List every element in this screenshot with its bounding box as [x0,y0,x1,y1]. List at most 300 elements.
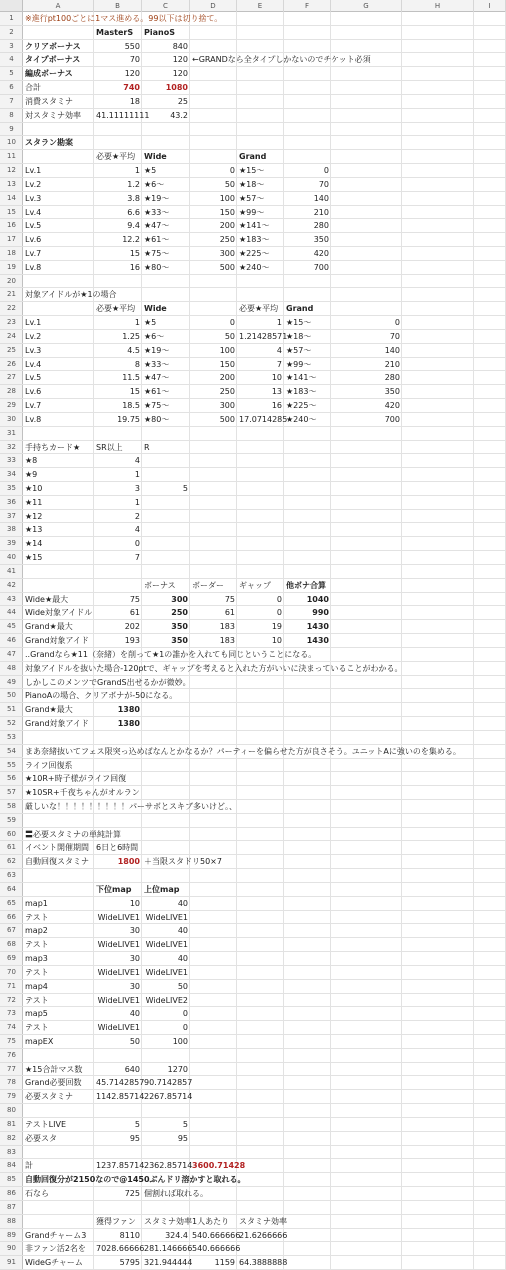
row-header-80[interactable]: 80 [0,1104,23,1118]
cell-a70[interactable]: テスト [25,967,49,977]
row-header-41[interactable]: 41 [0,565,23,579]
cell-b78[interactable]: 45.7142857 [96,1078,145,1088]
cell-a66[interactable]: テスト [25,912,49,922]
cell-e88[interactable]: スタミナ効率 [239,1216,287,1226]
cell-a36[interactable]: ★11 [25,497,43,507]
row-header-64[interactable]: 64 [0,883,23,897]
cell-d28[interactable]: 250 [219,387,235,397]
cell-b69[interactable]: 30 [129,954,140,964]
cell-c14[interactable]: ★19〜 [144,193,170,203]
row-header-68[interactable]: 68 [0,938,23,952]
cell-b30[interactable]: 19.75 [117,414,140,424]
row-header-75[interactable]: 75 [0,1035,23,1049]
row-header-83[interactable]: 83 [0,1146,23,1160]
row-header-76[interactable]: 76 [0,1049,23,1063]
row-header-10[interactable]: 10 [0,136,23,150]
row-header-8[interactable]: 8 [0,109,23,123]
row-header-72[interactable]: 72 [0,994,23,1008]
cell-c72[interactable]: WideLIVE2 [145,995,188,1005]
row-header-9[interactable]: 9 [0,123,23,137]
cell-a60[interactable]: 〓必要スタミナの単純計算 [25,829,121,839]
cell-a34[interactable]: ★9 [25,470,38,480]
row-header-56[interactable]: 56 [0,772,23,786]
cell-b89[interactable]: 8110 [119,1230,140,1240]
cell-e12[interactable]: ★15〜 [239,166,265,176]
cell-c23[interactable]: ★5 [144,318,157,328]
row-header-43[interactable]: 43 [0,593,23,607]
cell-f27[interactable]: ★141〜 [286,373,317,383]
cell-b84[interactable]: 1237.85714 [96,1161,145,1171]
row-header-37[interactable]: 37 [0,510,23,524]
cell-c35[interactable]: 5 [182,484,188,494]
cell-g27[interactable]: 280 [384,373,400,383]
row-header-82[interactable]: 82 [0,1132,23,1146]
row-header-16[interactable]: 16 [0,219,23,233]
cell-b81[interactable]: 5 [134,1119,140,1129]
cell-c69[interactable]: 40 [177,954,188,964]
row-header-90[interactable]: 90 [0,1242,23,1256]
row-header-79[interactable]: 79 [0,1090,23,1104]
cell-a79[interactable]: 必要スタミナ [25,1092,73,1102]
cell-a40[interactable]: ★15 [25,553,43,563]
cell-c91[interactable]: 321.944444 [144,1258,193,1268]
row-header-49[interactable]: 49 [0,676,23,690]
cell-f18[interactable]: 420 [313,249,329,258]
cell-c27[interactable]: ★47〜 [144,373,170,383]
cell-c45[interactable]: 350 [171,622,188,632]
cell-a30[interactable]: Lv.8 [25,414,42,424]
cell-a73[interactable]: map5 [25,1009,48,1019]
row-header-52[interactable]: 52 [0,717,23,731]
cell-b35[interactable]: 3 [134,484,140,494]
cell-b62[interactable]: 1800 [117,857,140,867]
cell-a52[interactable]: Grand対象アイド [25,719,89,729]
cell-b91[interactable]: 5795 [119,1258,140,1268]
cell-c7[interactable]: 25 [177,96,188,106]
cell-b46[interactable]: 193 [124,636,140,646]
cell-a13[interactable]: Lv.2 [25,179,42,189]
row-header-74[interactable]: 74 [0,1021,23,1035]
cell-c16[interactable]: ★47〜 [144,221,170,231]
cell-b7[interactable]: 18 [129,96,140,106]
cell-c8[interactable]: 43.2 [170,110,188,120]
cell-d46[interactable]: 183 [219,636,235,646]
cell-c22[interactable]: Wide [144,304,167,314]
cell-a55[interactable]: ライフ回復系 [25,760,73,770]
cell-f19[interactable]: 700 [313,262,329,272]
cell-c19[interactable]: ★80〜 [144,262,170,272]
row-header-23[interactable]: 23 [0,316,23,330]
column-header-g[interactable]: G [331,0,402,12]
cell-c2[interactable]: PianoS [144,27,175,37]
column-header-a[interactable]: A [23,0,94,12]
row-header-60[interactable]: 60 [0,828,23,842]
cell-b75[interactable]: 50 [129,1036,140,1046]
cell-b23[interactable]: 1 [134,318,140,328]
cell-g23[interactable]: 0 [394,318,400,328]
row-header-61[interactable]: 61 [0,841,23,855]
cell-c71[interactable]: 50 [177,981,188,991]
cell-e30[interactable]: 17.0714285 [239,414,288,424]
cell-e14[interactable]: ★57〜 [239,193,265,203]
row-header-88[interactable]: 88 [0,1215,23,1229]
cell-c82[interactable]: 95 [177,1133,188,1143]
cell-b90[interactable]: 7028.66666 [96,1244,145,1254]
cell-e27[interactable]: 10 [271,373,282,383]
row-header-54[interactable]: 54 [0,745,23,759]
cell-c13[interactable]: ★6〜 [144,179,165,189]
cell-c62[interactable]: ＋当限スタドリ50×7 [144,857,222,867]
cell-a78[interactable]: Grand必要回数 [25,1078,82,1088]
cell-b29[interactable]: 18.5 [122,401,140,411]
row-header-3[interactable]: 3 [0,40,23,54]
cell-d13[interactable]: 50 [224,179,235,189]
cell-d89[interactable]: 540.666666 [192,1230,241,1240]
row-header-70[interactable]: 70 [0,966,23,980]
cell-e24[interactable]: 1.21428571 [239,331,288,341]
cell-f29[interactable]: ★225〜 [286,401,317,411]
cell-a35[interactable]: ★10 [25,484,43,494]
cell-b37[interactable]: 2 [134,511,140,521]
cell-d44[interactable]: 61 [224,608,235,618]
cell-b88[interactable]: 獲得ファン [96,1216,136,1226]
cell-c75[interactable]: 100 [172,1036,188,1046]
cell-e46[interactable]: 10 [271,636,282,646]
cell-a75[interactable]: mapEX [25,1036,54,1046]
cell-b13[interactable]: 1.2 [127,179,140,189]
cell-c5[interactable]: 120 [172,69,188,79]
row-header-29[interactable]: 29 [0,399,23,413]
cell-a27[interactable]: Lv.5 [25,373,42,383]
row-header-62[interactable]: 62 [0,855,23,869]
cell-g30[interactable]: 700 [384,414,400,424]
cell-c42[interactable]: ボーナス [144,580,176,590]
cell-e42[interactable]: ギャップ [239,580,271,590]
cell-c29[interactable]: ★75〜 [144,401,170,411]
row-header-28[interactable]: 28 [0,385,23,399]
cell-f43[interactable]: 1040 [306,594,329,604]
cell-b82[interactable]: 95 [129,1133,140,1143]
row-header-22[interactable]: 22 [0,302,23,316]
row-header-67[interactable]: 67 [0,924,23,938]
cell-b24[interactable]: 1.25 [122,331,140,341]
cell-b52[interactable]: 1380 [117,719,140,729]
cell-d42[interactable]: ボーダー [192,580,224,590]
column-header-h[interactable]: H [402,0,474,12]
row-header-6[interactable]: 6 [0,81,23,95]
row-header-78[interactable]: 78 [0,1076,23,1090]
cell-a85[interactable]: 自動回復分が2150なので@1450ぶんドリ溶かすと取れる。 [25,1175,246,1185]
cell-f16[interactable]: 280 [313,221,329,231]
row-header-86[interactable]: 86 [0,1187,23,1201]
cell-a4[interactable]: タイプボーナス [25,55,81,65]
cell-b65[interactable]: 10 [129,898,140,908]
cell-a49[interactable]: しかしこのメンツでGrandS出せるかが微妙。 [25,677,191,687]
cell-b17[interactable]: 12.2 [122,235,140,245]
cell-b68[interactable]: WideLIVE1 [97,940,140,950]
row-header-31[interactable]: 31 [0,427,23,441]
cell-c25[interactable]: ★19〜 [144,345,170,355]
cell-a65[interactable]: map1 [25,898,48,908]
row-header-20[interactable]: 20 [0,275,23,289]
cell-f23[interactable]: ★15〜 [286,318,312,328]
cell-b33[interactable]: 4 [134,456,140,466]
cell-e23[interactable]: 1 [276,318,282,328]
cell-a26[interactable]: Lv.4 [25,359,42,369]
cell-a14[interactable]: Lv.3 [25,193,42,203]
cell-a23[interactable]: Lv.1 [25,318,42,328]
cell-c79[interactable]: 2267.85714 [144,1092,193,1102]
cell-a16[interactable]: Lv.5 [25,221,42,231]
cell-a5[interactable]: 編成ボーナス [25,69,73,79]
cell-d27[interactable]: 200 [219,373,235,383]
cell-b72[interactable]: WideLIVE1 [97,995,140,1005]
cell-d43[interactable]: 75 [224,594,235,604]
column-header-c[interactable]: C [142,0,190,12]
cell-c88[interactable]: スタミナ効率 [144,1216,192,1226]
cell-b27[interactable]: 11.5 [122,373,140,383]
row-header-17[interactable]: 17 [0,233,23,247]
row-header-26[interactable]: 26 [0,358,23,372]
row-header-77[interactable]: 77 [0,1063,23,1077]
cell-b15[interactable]: 6.6 [127,207,140,217]
cell-a28[interactable]: Lv.6 [25,387,42,397]
cell-a1[interactable]: ※進行pt100ごとに1マス進める。99以下は切り捨て。 [25,14,223,23]
cell-a84[interactable]: 計 [25,1161,33,1171]
cell-b3[interactable]: 550 [124,41,140,51]
cell-e17[interactable]: ★183〜 [239,235,270,245]
cell-b2[interactable]: MasterS [96,27,134,37]
row-header-73[interactable]: 73 [0,1007,23,1021]
cell-b34[interactable]: 1 [134,470,140,480]
row-header-46[interactable]: 46 [0,634,23,648]
cell-b44[interactable]: 61 [129,608,140,618]
cell-b5[interactable]: 120 [124,69,140,79]
cell-b4[interactable]: 70 [129,55,140,65]
cell-a51[interactable]: Grand★最大 [25,705,73,715]
cell-f45[interactable]: 1430 [306,622,329,632]
cell-a58[interactable]: 厳しいな！！！！！！！！！パーサボとスキブ多いけど。、 [25,801,237,811]
cell-f46[interactable]: 1430 [306,636,329,646]
cell-a19[interactable]: Lv.8 [25,262,42,272]
cell-c3[interactable]: 840 [172,41,188,51]
cell-e45[interactable]: 19 [271,622,282,632]
row-header-69[interactable]: 69 [0,952,23,966]
cell-e26[interactable]: 7 [276,359,282,369]
row-header-50[interactable]: 50 [0,689,23,703]
row-header-87[interactable]: 87 [0,1201,23,1215]
row-header-24[interactable]: 24 [0,330,23,344]
cell-a47[interactable]: ..Grandなら★11（奈緒）を削って★1の誰かを入れても同じということになる。 [25,649,317,659]
cell-d4[interactable]: ←GRANDなら全タイプしかないのでチケット必須 [192,55,371,65]
cell-d26[interactable]: 150 [219,359,235,369]
cell-a67[interactable]: map2 [25,926,48,936]
row-header-15[interactable]: 15 [0,206,23,220]
cell-c89[interactable]: 324.4 [165,1230,188,1240]
cell-a62[interactable]: 自動回復スタミナ [25,857,89,867]
cell-a17[interactable]: Lv.6 [25,235,42,245]
cell-f26[interactable]: ★99〜 [286,359,312,369]
row-header-71[interactable]: 71 [0,980,23,994]
cell-c12[interactable]: ★5 [144,166,157,176]
row-header-63[interactable]: 63 [0,869,23,883]
cell-b18[interactable]: 15 [129,249,140,258]
cell-a46[interactable]: Grand対象アイド [25,636,89,646]
cell-d18[interactable]: 300 [219,249,235,258]
cell-c18[interactable]: ★75〜 [144,249,170,258]
cell-f13[interactable]: 70 [318,179,329,189]
cell-b22[interactable]: 必要★平均 [96,304,136,314]
row-header-66[interactable]: 66 [0,911,23,925]
cell-e19[interactable]: ★240〜 [239,262,270,272]
row-header-36[interactable]: 36 [0,496,23,510]
row-header-13[interactable]: 13 [0,178,23,192]
cell-b25[interactable]: 4.5 [127,345,140,355]
row-header-57[interactable]: 57 [0,786,23,800]
cell-a68[interactable]: テスト [25,940,49,950]
cell-b6[interactable]: 740 [123,83,140,93]
cell-c66[interactable]: WideLIVE1 [145,912,188,922]
cell-a39[interactable]: ★14 [25,539,43,549]
cell-f25[interactable]: ★57〜 [286,345,312,355]
row-header-89[interactable]: 89 [0,1229,23,1243]
cell-b26[interactable]: 8 [134,359,140,369]
cell-d17[interactable]: 250 [219,235,235,245]
row-header-18[interactable]: 18 [0,247,23,261]
cell-a8[interactable]: 対スタミナ効率 [25,110,81,120]
cell-c77[interactable]: 1270 [167,1064,188,1074]
cell-d45[interactable]: 183 [219,622,235,632]
cell-b71[interactable]: 30 [129,981,140,991]
row-header-65[interactable]: 65 [0,897,23,911]
cell-f44[interactable]: 990 [312,608,329,618]
cell-c70[interactable]: WideLIVE1 [145,967,188,977]
cell-d88[interactable]: 1人あたり [192,1216,230,1226]
cell-a90[interactable]: 非ファン活2名を [25,1244,86,1254]
row-header-35[interactable]: 35 [0,482,23,496]
row-header-39[interactable]: 39 [0,537,23,551]
cell-b43[interactable]: 75 [129,594,140,604]
select-all-corner[interactable] [0,0,23,12]
cell-f24[interactable]: ★18〜 [286,331,312,341]
cell-e44[interactable]: 0 [276,608,282,618]
cell-d84[interactable]: 3600.71428 [192,1161,246,1171]
cell-e25[interactable]: 4 [276,345,282,355]
row-header-47[interactable]: 47 [0,648,23,662]
cell-b51[interactable]: 1380 [117,705,140,715]
cell-b8[interactable]: 41.11111111 [96,110,150,120]
column-header-d[interactable]: D [190,0,237,12]
cell-c28[interactable]: ★61〜 [144,387,170,397]
row-header-27[interactable]: 27 [0,371,23,385]
row-header-7[interactable]: 7 [0,95,23,109]
row-header-40[interactable]: 40 [0,551,23,565]
cell-g24[interactable]: 70 [389,331,400,341]
cell-d12[interactable]: 0 [229,166,235,176]
row-header-11[interactable]: 11 [0,150,23,164]
cell-a48[interactable]: 対象アイドルを抜いた場合-120ptで、ギャップを考えると入れた方がいいに決まっていることがわかる。 [25,663,403,673]
cell-b64[interactable]: 下位map [96,884,132,894]
cell-b38[interactable]: 4 [134,525,140,535]
cell-c68[interactable]: WideLIVE1 [145,940,188,950]
cell-c26[interactable]: ★33〜 [144,359,170,369]
cell-b70[interactable]: WideLIVE1 [97,967,140,977]
cell-d15[interactable]: 150 [219,207,235,217]
row-header-58[interactable]: 58 [0,800,23,814]
cell-b32[interactable]: SR以上 [96,442,123,452]
cell-d14[interactable]: 100 [219,193,235,203]
row-header-32[interactable]: 32 [0,441,23,455]
row-header-14[interactable]: 14 [0,192,23,206]
cell-a33[interactable]: ★8 [25,456,38,466]
cell-a81[interactable]: テストLIVE [25,1119,67,1129]
row-header-19[interactable]: 19 [0,261,23,275]
cell-c46[interactable]: 350 [171,636,188,646]
cell-a21[interactable]: 対象アイドルが★1の場合 [25,290,117,300]
cell-e89[interactable]: 21.6266666 [239,1230,288,1240]
cell-a82[interactable]: 必要スタ [25,1133,57,1143]
cell-c4[interactable]: 120 [172,55,188,65]
cell-a89[interactable]: Grandチャーム3 [25,1230,87,1240]
row-header-30[interactable]: 30 [0,413,23,427]
cell-a25[interactable]: Lv.3 [25,345,42,355]
cell-b77[interactable]: 640 [124,1064,140,1074]
row-header-33[interactable]: 33 [0,454,23,468]
row-header-4[interactable]: 4 [0,53,23,67]
cell-c15[interactable]: ★33〜 [144,207,170,217]
cell-f22[interactable]: Grand [286,304,314,314]
cell-a29[interactable]: Lv.7 [25,401,42,411]
row-header-12[interactable]: 12 [0,164,23,178]
cell-f15[interactable]: 210 [313,207,329,217]
cell-c78[interactable]: 90.7142857 [144,1078,193,1088]
cell-b36[interactable]: 1 [134,497,140,507]
cell-a57[interactable]: ★10SR+千夜ちゃんがオルラン [25,788,140,798]
cell-g25[interactable]: 140 [384,345,400,355]
cell-a6[interactable]: 合計 [25,83,41,93]
cell-d91[interactable]: 1159 [214,1258,235,1268]
cell-d23[interactable]: 0 [229,318,235,328]
row-header-5[interactable]: 5 [0,67,23,81]
cell-c84[interactable]: 2362.85714 [144,1161,193,1171]
cell-e11[interactable]: Grand [239,152,267,162]
cell-a50[interactable]: PianoAの場合、クリアボナが-50になる。 [25,691,178,701]
cell-g29[interactable]: 420 [384,401,400,411]
cell-c90[interactable]: 281.146666 [144,1244,193,1254]
cell-c17[interactable]: ★61〜 [144,235,170,245]
column-header-i[interactable]: I [474,0,506,12]
cell-a86[interactable]: 石なら [25,1189,49,1199]
cell-e15[interactable]: ★99〜 [239,207,265,217]
row-header-1[interactable]: 1 [0,12,23,26]
cell-b14[interactable]: 3.8 [127,193,140,203]
cell-c44[interactable]: 250 [171,608,188,618]
cell-e29[interactable]: 16 [271,401,282,411]
cell-a44[interactable]: Wide対象アイドル [25,608,93,618]
cell-b74[interactable]: WideLIVE1 [97,1023,140,1033]
cell-a56[interactable]: ★10R+時子様がライフ回復 [25,774,127,784]
cell-f28[interactable]: ★183〜 [286,387,317,397]
cell-b45[interactable]: 202 [124,622,140,632]
cell-c24[interactable]: ★6〜 [144,331,165,341]
cell-c67[interactable]: 40 [177,926,188,936]
cell-c32[interactable]: R [144,442,150,452]
cell-f42[interactable]: 他ボナ合算 [286,580,326,590]
cell-a45[interactable]: Grand★最大 [25,622,73,632]
cell-f17[interactable]: 350 [313,235,329,245]
cell-d30[interactable]: 500 [219,414,235,424]
cell-b11[interactable]: 必要★平均 [96,152,136,162]
